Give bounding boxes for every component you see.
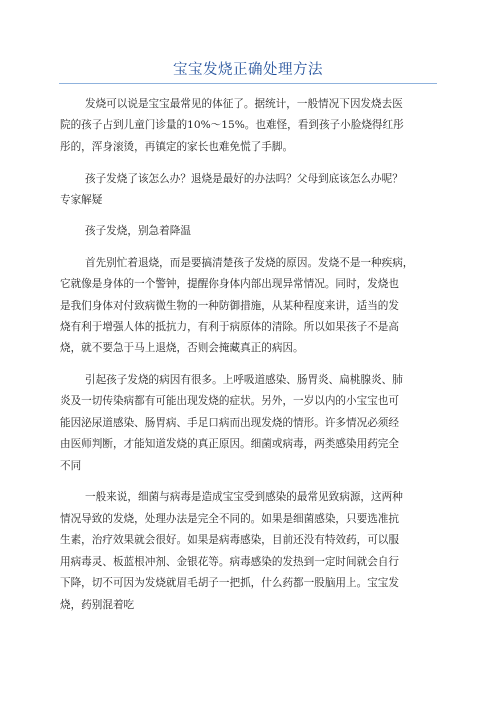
text-line: 生素，治疗效果就会很好。如果是病毒感染，目前还没有特效药，可以服 [60, 534, 399, 546]
text-line: 情况导致的发烧，处理办法是完全不同的。如果是细菌感染，只要选准抗 [60, 513, 399, 525]
text-line: 炎及一切传染病都有可能出现发烧的症状。另外，一岁以内的小宝宝也可 [60, 395, 399, 407]
text-line: 专家解疑 [60, 194, 103, 206]
title-underline [59, 83, 437, 84]
text-line: 烧，就不要急于马上退烧，否则会掩藏真正的病因。 [60, 342, 304, 354]
text-line: 由医师判断，才能知道发烧的真正原因。细菌或病毒，两类感染用药完全 [60, 438, 399, 450]
text-line: 它就像是身体的一个警钟，提醒你身体内部出现异常情况。同时，发烧也 [60, 278, 399, 290]
text-line: 下降，切不可因为发烧就眉毛胡子一把抓，什么药都一股脑用上。宝宝发 [60, 577, 399, 589]
text-line: 用病毒灵、板蓝根冲剂、金银花等。病毒感染的发热到一定时间就会自行 [60, 556, 399, 568]
text-line: 是我们身体对付致病微生物的一种防御措施，从某种程度来讲，适当的发 [60, 300, 399, 312]
text-line: 首先别忙着退烧，而是要搞清楚孩子发烧的原因。发烧不是一种疾病， [85, 257, 414, 269]
text-line: 院的孩子占到儿童门诊量的10%～15%。也难怪，看到孩子小脸烧得红彤 [60, 119, 404, 131]
text-line: 一般来说，细菌与病毒是造成宝宝受到感染的最常见致病源，这两种 [85, 491, 403, 503]
document-title: 宝宝发烧正确处理方法 [173, 62, 323, 78]
text-line: 发烧可以说是宝宝最常见的体征了。据统计，一般情况下因发烧去医 [85, 98, 403, 110]
text-line: 能因泌尿道感染、肠胃病、手足口病而出现发烧的情形。许多情况必须经 [60, 417, 399, 429]
text-line: 孩子发烧，别急着降温 [85, 225, 191, 237]
text-line: 不同 [60, 460, 82, 472]
text-line: 烧有利于增强人体的抵抗力，有利于病原体的清除。所以如果孩子不是高 [60, 321, 399, 333]
text-line: 彤的，浑身滚烫，再镇定的家长也难免慌了手脚。 [60, 141, 294, 153]
text-line: 烧，药别混着吃 [60, 599, 135, 611]
text-line: 引起孩子发烧的病因有很多。上呼吸道感染、肠胃炎、扁桃腺炎、肺 [85, 374, 403, 386]
text-line: 孩子发烧了该怎么办？退烧是最好的办法吗？父母到底该怎么办呢？ [85, 173, 403, 185]
